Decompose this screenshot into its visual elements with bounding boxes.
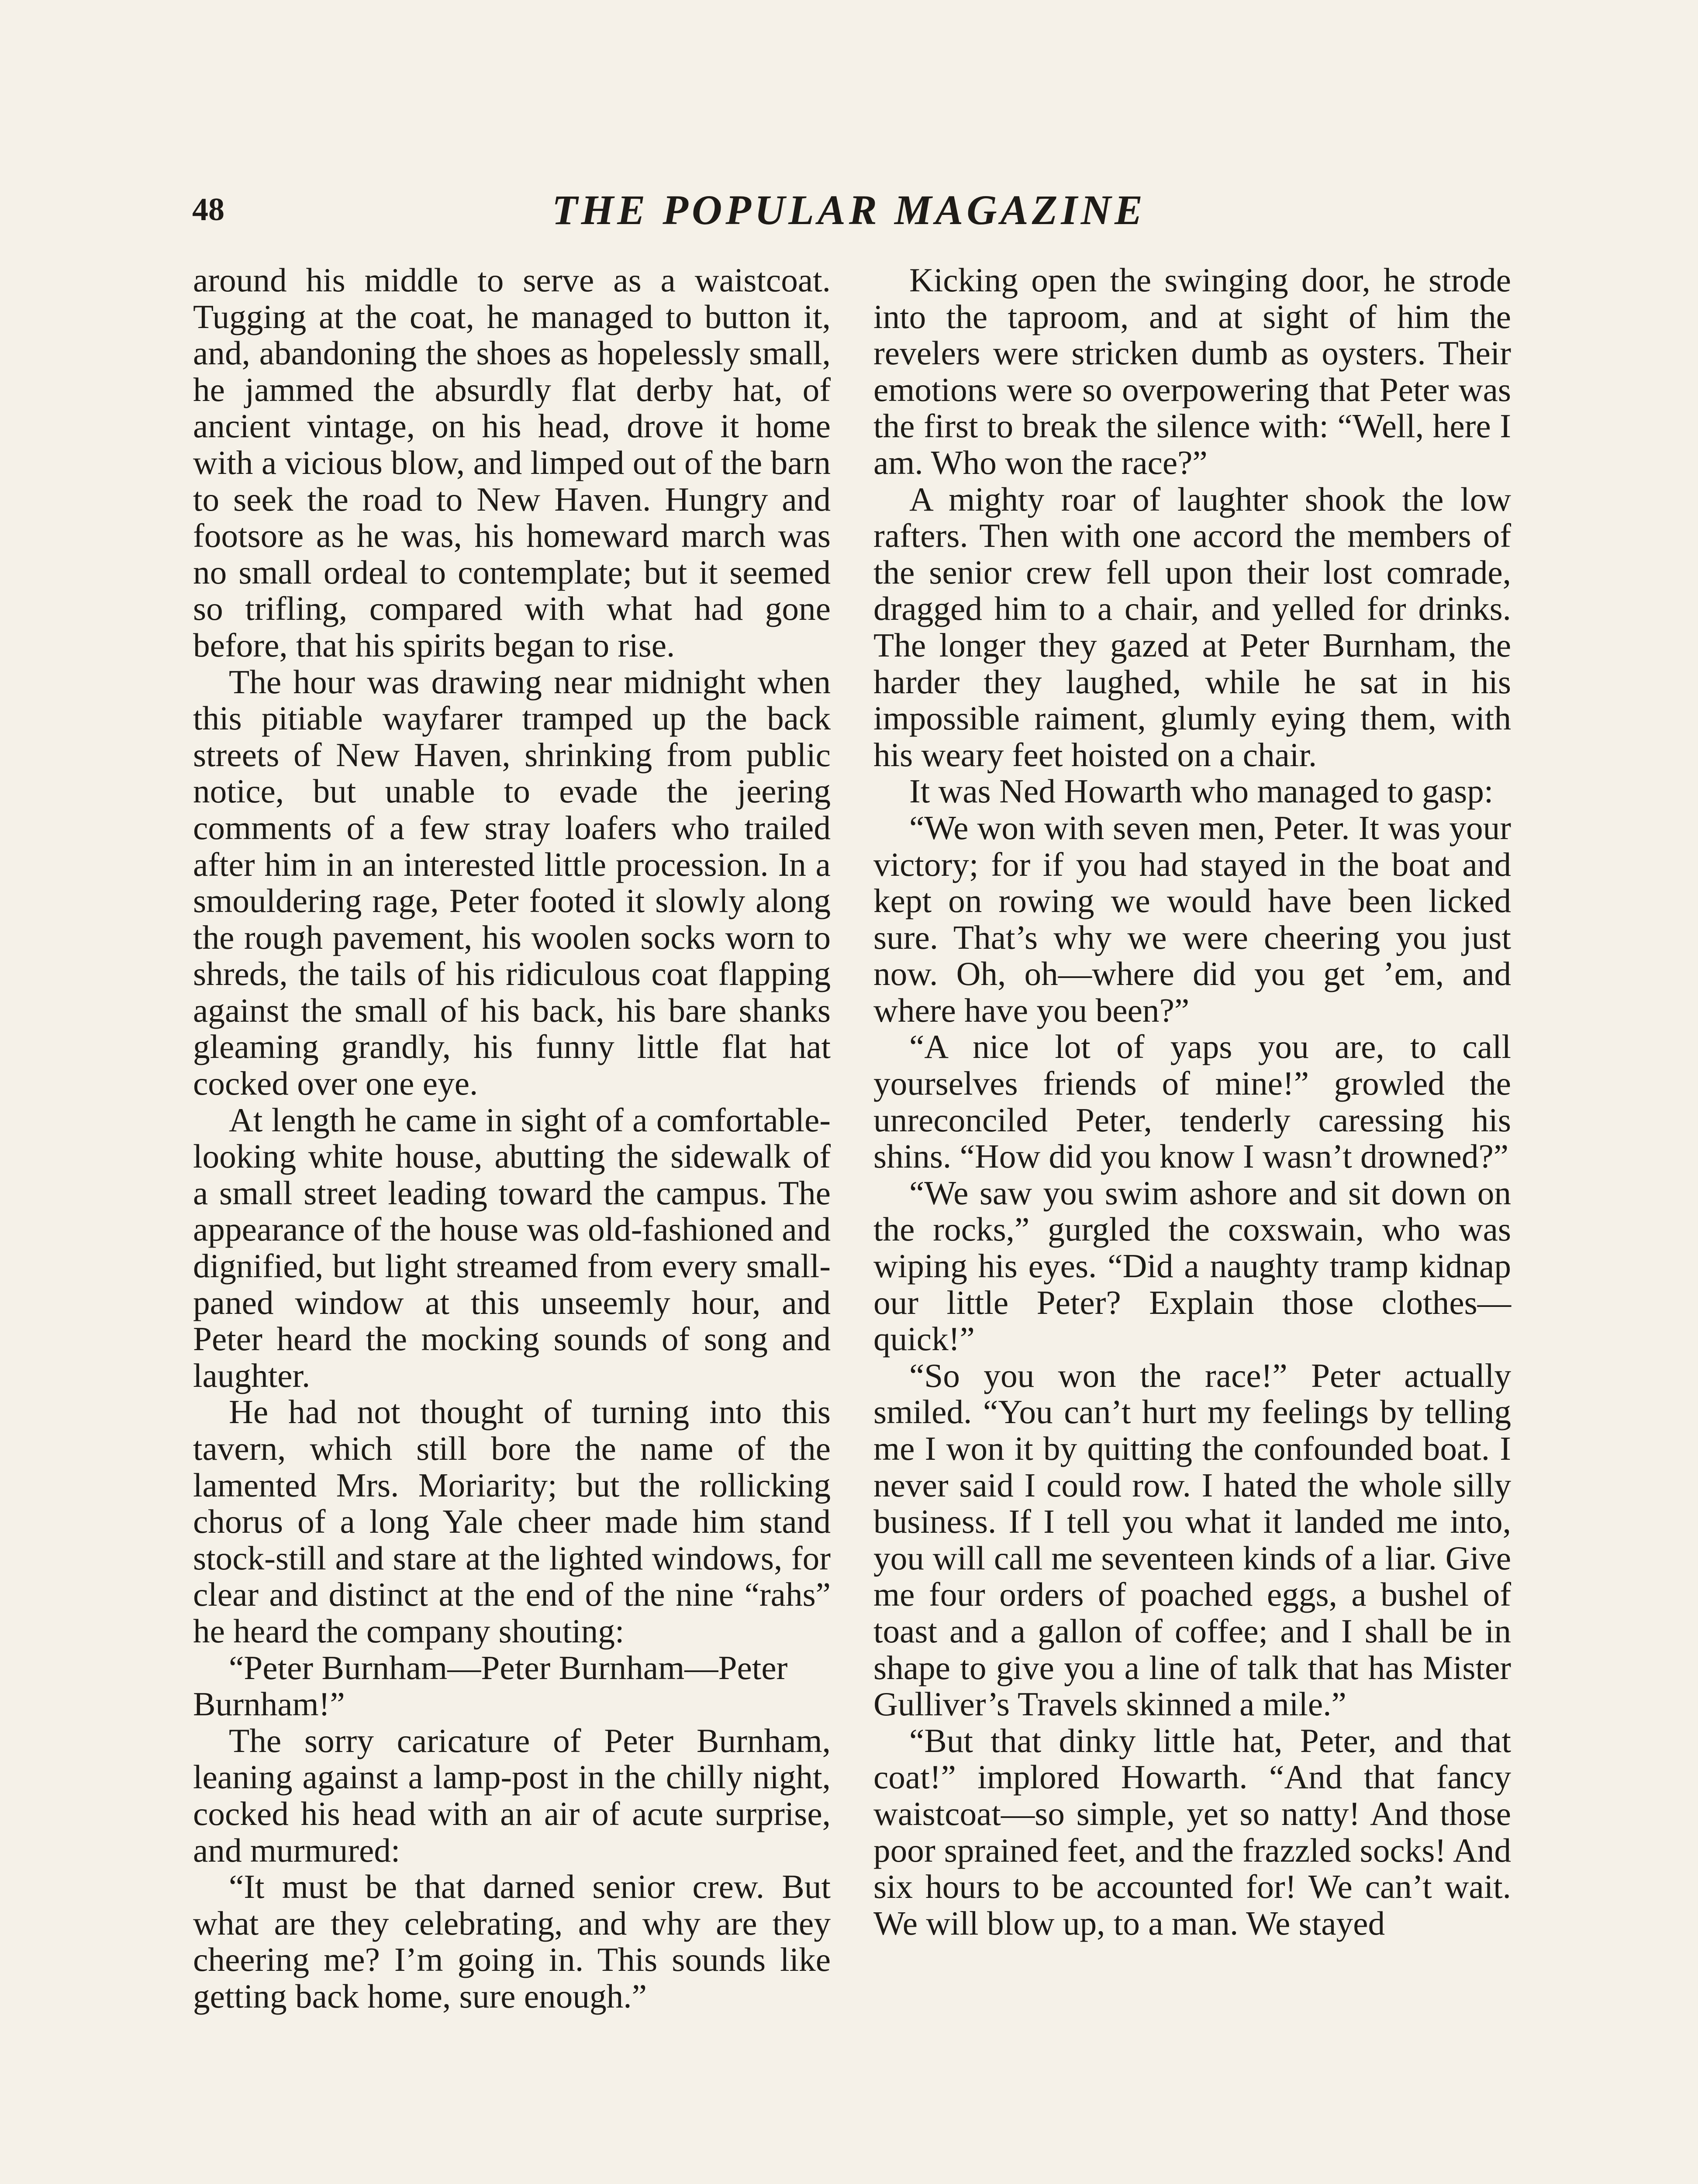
paragraph: He had not thought of turning into this tavern, which still bore the name of the lamented Mrs. Moriarity; but the rollicking chorus of a long Yale cheer made him stand stock-still and stare at the lighted windows, for clear and distinct at the end of the nine “rahs” he heard the company shouting: [193,1393,831,1650]
running-head: THE POPULAR MAGAZINE [552,187,1146,233]
paragraph: It was Ned Howarth who managed to gasp: [909,772,1494,810]
left-column [193,262,831,2184]
paragraph: “Peter Burnham—Peter Burnham—Peter Burnham!” [193,1648,788,1723]
paragraph: around his middle to serve as a waistcoat. Tugging at the coat, he managed to button it, and, abandoning the shoes as hopelessly small, he jammed the absurdly flat derby hat, of ancient vintage, on his head, drove it home with a vicious blow, and limped out of the barn to seek the road to New Haven. Hungry and footsore as he was, his homeward march was no small ordeal to contemplate; but it seemed so trifling, compared with what had gone before, that his spirits began to rise. [193,261,831,664]
paragraph: The hour was drawing near midnight when this pitiable wayfarer tramped up the back streets of New Haven, shrinking from public notice, but unable to evade the jeering comments of a few stray loafers who trailed after him in an interested little procession. In a smouldering rage, Peter footed it slowly along the rough pavement, his woolen socks worn to shreds, the tails of his ridiculous coat flapping against the small of his back, his bare shanks gleaming grandly, his funny little flat hat cocked over one eye. [193,663,831,1102]
right-column [873,262,1511,2184]
paragraph: “A nice lot of yaps you are, to call yourselves friends of mine!” growled the unreconciled Peter, tenderly caressing his shins. “How did you know I wasn’t drowned?” [873,1028,1511,1175]
paragraph: “We won with seven men, Peter. It was your victory; for if you had stayed in the boat and kept on rowing we would have been licked sure. That’s why we were cheering you just now. Oh, oh—where did you get ’em, and where have you been?” [873,809,1511,1029]
paragraph: A mighty roar of laughter shook the low rafters. Then with one accord the members of the senior crew fell upon their lost comrade, dragged him to a chair, and yelled for drinks. The longer they gazed at Peter Burnham, the harder they laughed, while he sat in his impossible raiment, glumly eying them, with his weary feet hoisted on a chair. [873,480,1511,774]
page-number: 48 [192,192,224,228]
paragraph: “But that dinky little hat, Peter, and that coat!” implored Howarth. “And that fancy waistcoat—so simple, yet so natty! And those poor sprained feet, and the frazzled socks! And six hours to be accounted for! We can’t wait. We will blow up, to a man. We stayed [873,1721,1511,1942]
paragraph: “So you won the race!” Peter actually smiled. “You can’t hurt my feelings by telling me I won it by quitting the confounded boat. I never said I could row. I hated the whole silly business. If I tell you what it landed me into, you will call me seventeen kinds of a liar. Give me four orders of poached eggs, a bushel of toast and a gallon of coffee; and I shall be in shape to give you a line of talk that has Mister Gulliver’s Travels skinned a mile.” [873,1356,1511,1723]
paragraph: “It must be that darned senior crew. But what are they celebrating, and why are they cheering me? I’m going in. This sounds like getting back home, sure enough.” [193,1868,831,2015]
paragraph: At length he came in sight of a comfortable-looking white house, abutting the sidewalk of a small street leading toward the campus. The appearance of the house was old-fashioned and dignified, but light streamed from every small-paned window at this unseemly hour, and Peter heard the mocking sounds of song and laughter. [193,1101,831,1394]
paragraph: Kicking open the swinging door, he strode into the taproom, and at sight of him the revelers were stricken dumb as oysters. Their emotions were so overpowering that Peter was the first to break the silence with: “Well, here I am. Who won the race?” [873,261,1511,481]
paragraph: The sorry caricature of Peter Burnham, leaning against a lamp-post in the chilly night, cocked his head with an air of acute surprise, and murmured: [193,1721,831,1869]
paragraph: “We saw you swim ashore and sit down on the rocks,” gurgled the coxswain, who was wiping his eyes. “Did a naughty tramp kidnap our little Peter? Explain those clothes—quick!” [873,1174,1511,1358]
